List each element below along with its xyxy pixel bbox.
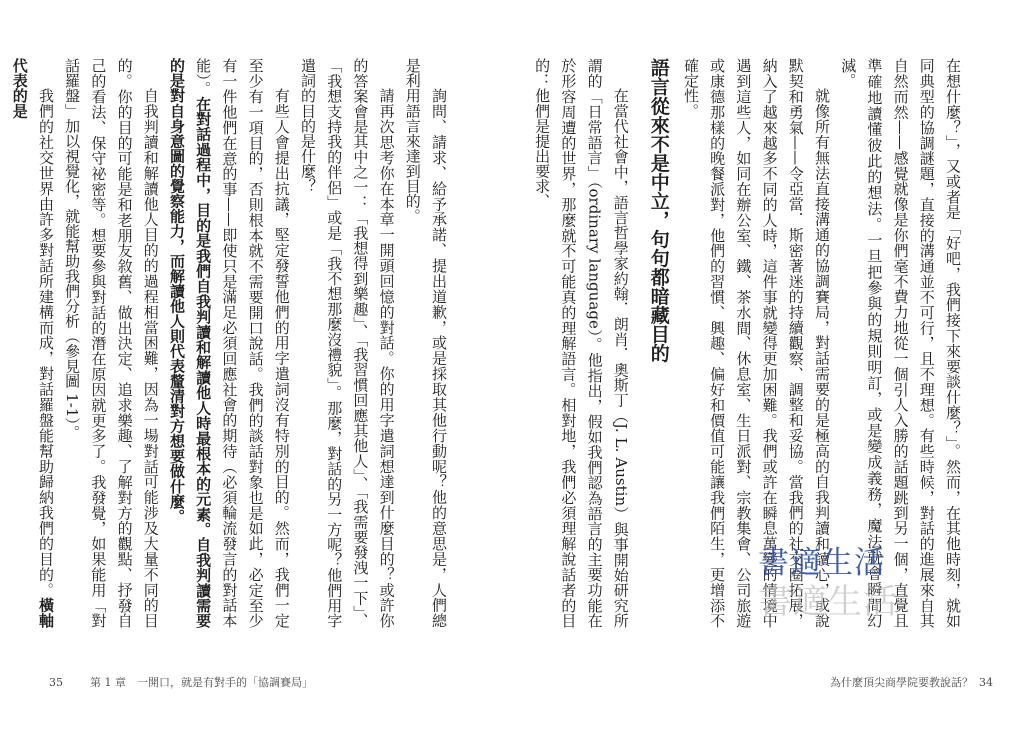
watermark-shadow-text: 書適生活 [758,582,898,622]
watermark-primary-text: 書適生活 [758,545,886,581]
right-paragraph-1 [835,58,966,628]
left-running-head: 第 1 章 一開口，就是有對手的「協調賽局」 [90,676,313,689]
left-paragraph-5 [7,58,59,628]
left-page-number: 35 [49,676,63,689]
left-paragraph-4 [59,58,164,628]
left-paragraph-4-text: 自我判讀和解讀他人目的的過程相當困難，因為一場對話可能涉及大量不同的目的。你的目的可能是和老朋友敘舊、做出決定、追求樂趣、了解對方的觀點、抒發自己的看法、保守祕密等。想要參與對話的潛在原因就更多了。我發覺，如果能用「對話羅盤」加以視覺化，就能幫助我們分析（參見圖 1-1）。 [63,58,160,628]
left-paragraph-2-text: 請再次思考你在本章一開頭回憶的對話。你的用字遣詞想達到什麼目的？或許你的答案會是其中之一：「我想得到樂趣」、「我習慣回應其他人」、「我需要發洩一下」、「我想支持我的伴侶」或是「我不想那麼沒禮貌」。那麼，對話的另一方呢？他們用字遣詞的目的是什麼？ [298,58,396,628]
right-paragraph-3-text: 在當代社會中，語言哲學家約翰．朗肖．奧斯丁（J. L. Austin）與事開始研究所謂的「日常語言」（ordinary language）。他指出，假如我們認為語言的主要功能在於形容周遭的世界，那麼就不可能真的理解語言。相對地，我們必須理解說話者的目的：他們是提出要求、 [533,58,630,628]
section-heading: 語言從來不是中立，句句都暗藏目的 [647,58,670,363]
left-paragraph-1-text: 詢問、請求、給予承諾、提出道歉，或是採取其他行動呢？他的意思是，人們總是利用語言來達到目的。 [403,58,448,628]
left-paragraph-3-emphasis: 在對話過程中，目的是我們自我判讀和解讀他人時最根本的元素。自我判讀需要的是對自身意圖的覺察能力，而解讀他人則代表釐清對方想要做什麼。 [167,58,213,628]
right-running-head: 為什麼頂尖商學院要教說話？ [830,676,973,689]
right-paragraph-2 [678,58,835,628]
right-paragraph-1-text: 在想什麼？」，又或者是「好吧，我們接下來要談什麼？」。然而，在其他時刻，就如同典型的協調謎題，直接的溝通並不可行，且不理想。有些時候，對話的進展來自其自然而然——感覺就像是你們毫不費力地從一個引人入勝的話題跳到另一個，直覺且準確地讀懂彼此的想法。一旦把參與的規則明訂，或是變成義務，魔法就會瞬間幻滅。 [839,58,962,628]
right-book-page [514,0,1028,729]
right-paragraph-2-text: 就像所有無法直接溝通的協調賽局，對話需要的是極高的自我判讀和讀心，或說默契和勇氣——令亞當．斯密著迷的持續觀察、調整和妥協。當我們的社交圈拓展，納入了越來越多不同的人時，這件事就變得更加困難。我們或許在瞬息萬變的情境中遇到這些人，如同在辦公室、鐵、茶水間、休息室、生日派對、宗教集會、公司旅遊或康德那樣的晚餐派對，他們的習慣、興趣、偏好和價值可能讓我們陌生，更增添不確定性。 [681,58,831,628]
left-paragraph-3-text: 有些人會提出抗議，堅定發誓他們的用字遣詞沒有特別的目的。然而，我們一定至少有一項目的，否則根本就不需要開口說話。我們的談話對象也是如此，必定至少有一件他們在意的事——即使只是滿足必須回應社會的期待（必須輪流發言的對話本能）。 [194,58,291,628]
right-page-number: 34 [979,676,993,689]
left-page-body [10,58,452,628]
left-paragraph-3 [164,58,295,628]
left-paragraph-1 [400,58,452,628]
left-paragraph-2 [295,58,400,628]
right-page-body [533,58,966,628]
right-paragraph-3 [529,58,634,628]
left-paragraph-5-text: 我們的社交世界由許多對話所建構而成，對話羅盤能幫助歸納我們的目的。 [36,88,55,598]
left-paragraph-5-emphasis: 橫軸代表的是 [10,58,55,628]
